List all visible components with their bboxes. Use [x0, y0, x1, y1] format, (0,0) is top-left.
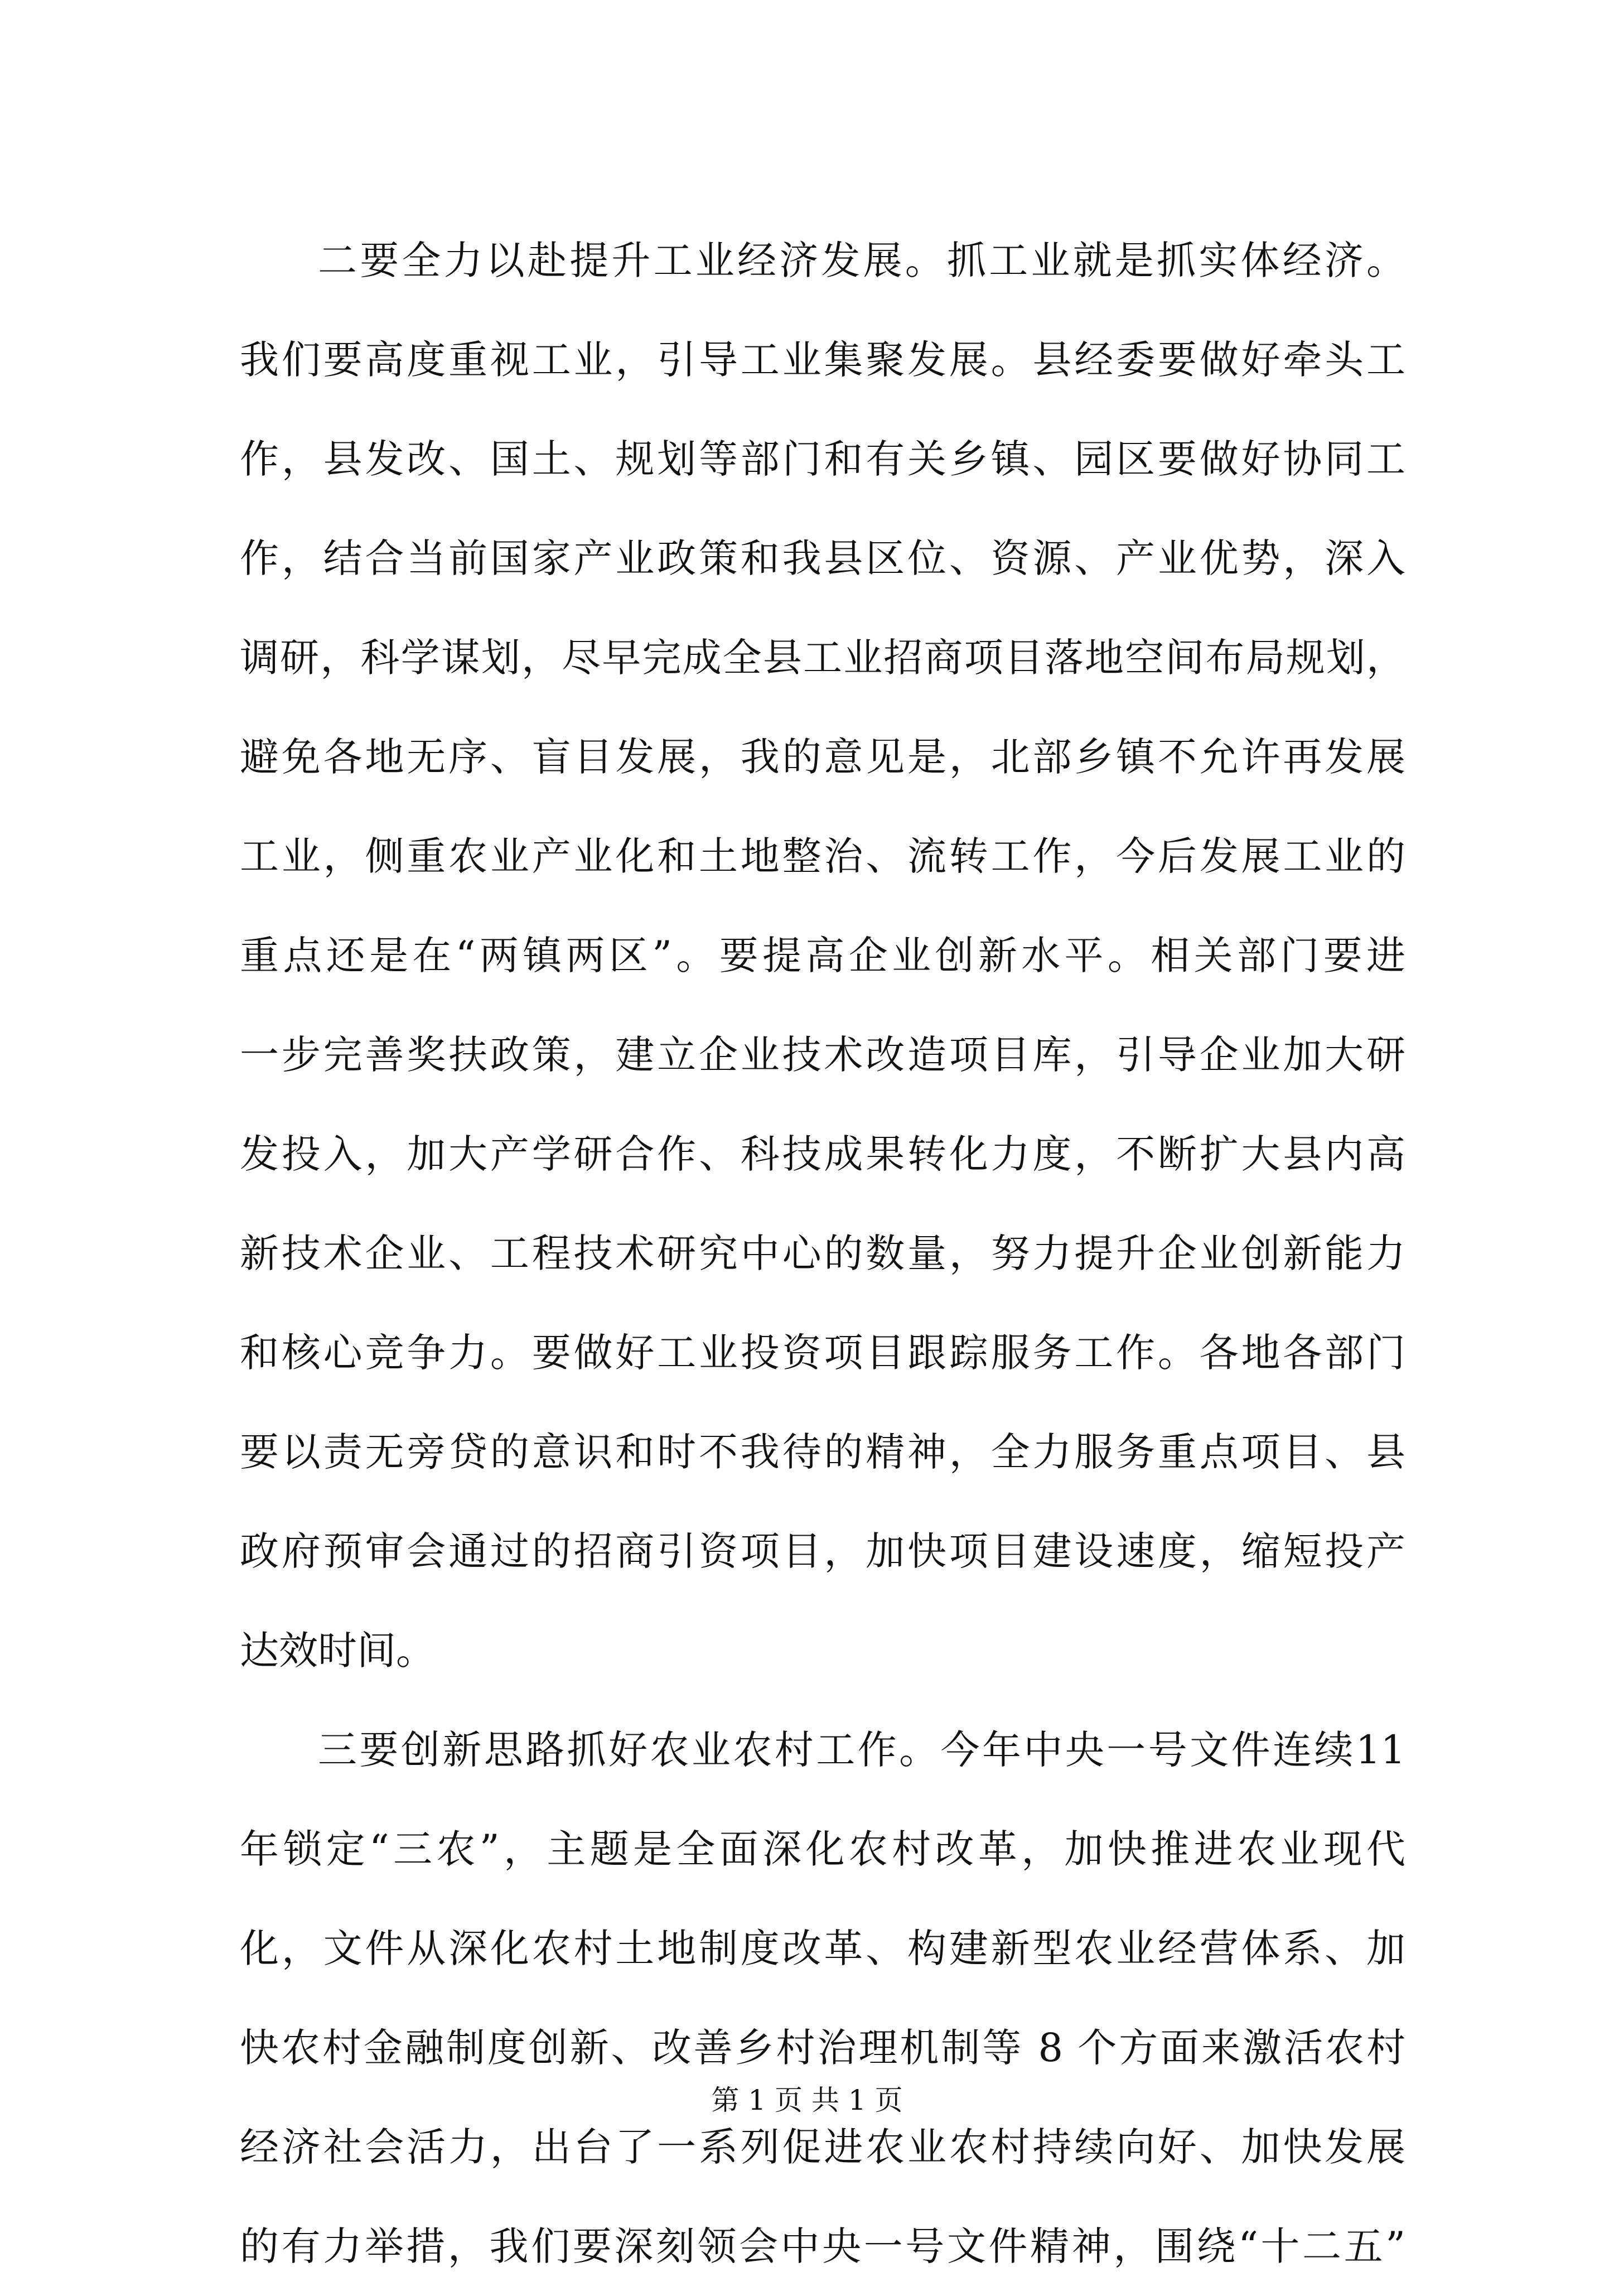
text-line: 我们要高度重视工业，引导工业集聚发展。县经委要做好牵头工	[240, 337, 1405, 383]
text-line: 二要全力以赴提升工业经济发展。抓工业就是抓实体经济。	[318, 238, 1405, 283]
text-line: 作，结合当前国家产业政策和我县区位、资源、产业优势，深入	[240, 536, 1405, 581]
text-line: 和核心竞争力。要做好工业投资项目跟踪服务工作。各地各部门	[240, 1330, 1405, 1376]
document-body	[240, 211, 1405, 2296]
text-line: 新技术企业、工程技术研究中心的数量，努力提升企业创新能力	[240, 1231, 1405, 1276]
text-line: 达效时间。	[240, 1628, 435, 1673]
text-line: 工业，侧重农业产业化和土地整治、流转工作，今后发展工业的	[240, 833, 1405, 879]
text-line: 化，文件从深化农村土地制度改革、构建新型农业经营体系、加	[240, 1926, 1405, 1971]
text-line: 重点还是在“两镇两区”。要提高企业创新水平。相关部门要进	[240, 933, 1405, 978]
text-line: 三要创新思路抓好农业农村工作。今年中央一号文件连续11	[318, 1727, 1405, 1773]
text-line: 一步完善奖扶政策，建立企业技术改造项目库，引导企业加大研	[240, 1032, 1405, 1078]
text-line: 年锁定“三农”，主题是全面深化农村改革，加快推进农业现代	[240, 1826, 1405, 1872]
text-line: 调研，科学谋划，尽早完成全县工业招商项目落地空间布局规划，	[240, 635, 1405, 681]
paragraph-industry	[240, 211, 1405, 1700]
text-line: 要以责无旁贷的意识和时不我待的精神，全力服务重点项目、县	[240, 1429, 1405, 1475]
text-line: 发投入，加大产学研合作、科技成果转化力度，不断扩大县内高	[240, 1131, 1405, 1177]
text-line: 政府预审会通过的招商引资项目，加快项目建设速度，缩短投产	[240, 1528, 1405, 1574]
text-line: 的有力举措，我们要深刻领会中央一号文件精神，围绕“十二五”	[240, 2223, 1405, 2269]
text-line: 作，县发改、国土、规划等部门和有关乡镇、园区要做好协同工	[240, 436, 1405, 482]
text-line: 避免各地无序、盲目发展，我的意见是，北部乡镇不允许再发展	[240, 734, 1405, 780]
paragraph-agriculture	[240, 1700, 1405, 2296]
page-footer: 第 1 页 共 1 页	[711, 2084, 903, 2116]
text-line: 快农村金融制度创新、改善乡村治理机制等 8 个方面来激活农村	[240, 2025, 1405, 2071]
text-line: 经济社会活力，出台了一系列促进农业农村持续向好、加快发展	[240, 2124, 1405, 2170]
